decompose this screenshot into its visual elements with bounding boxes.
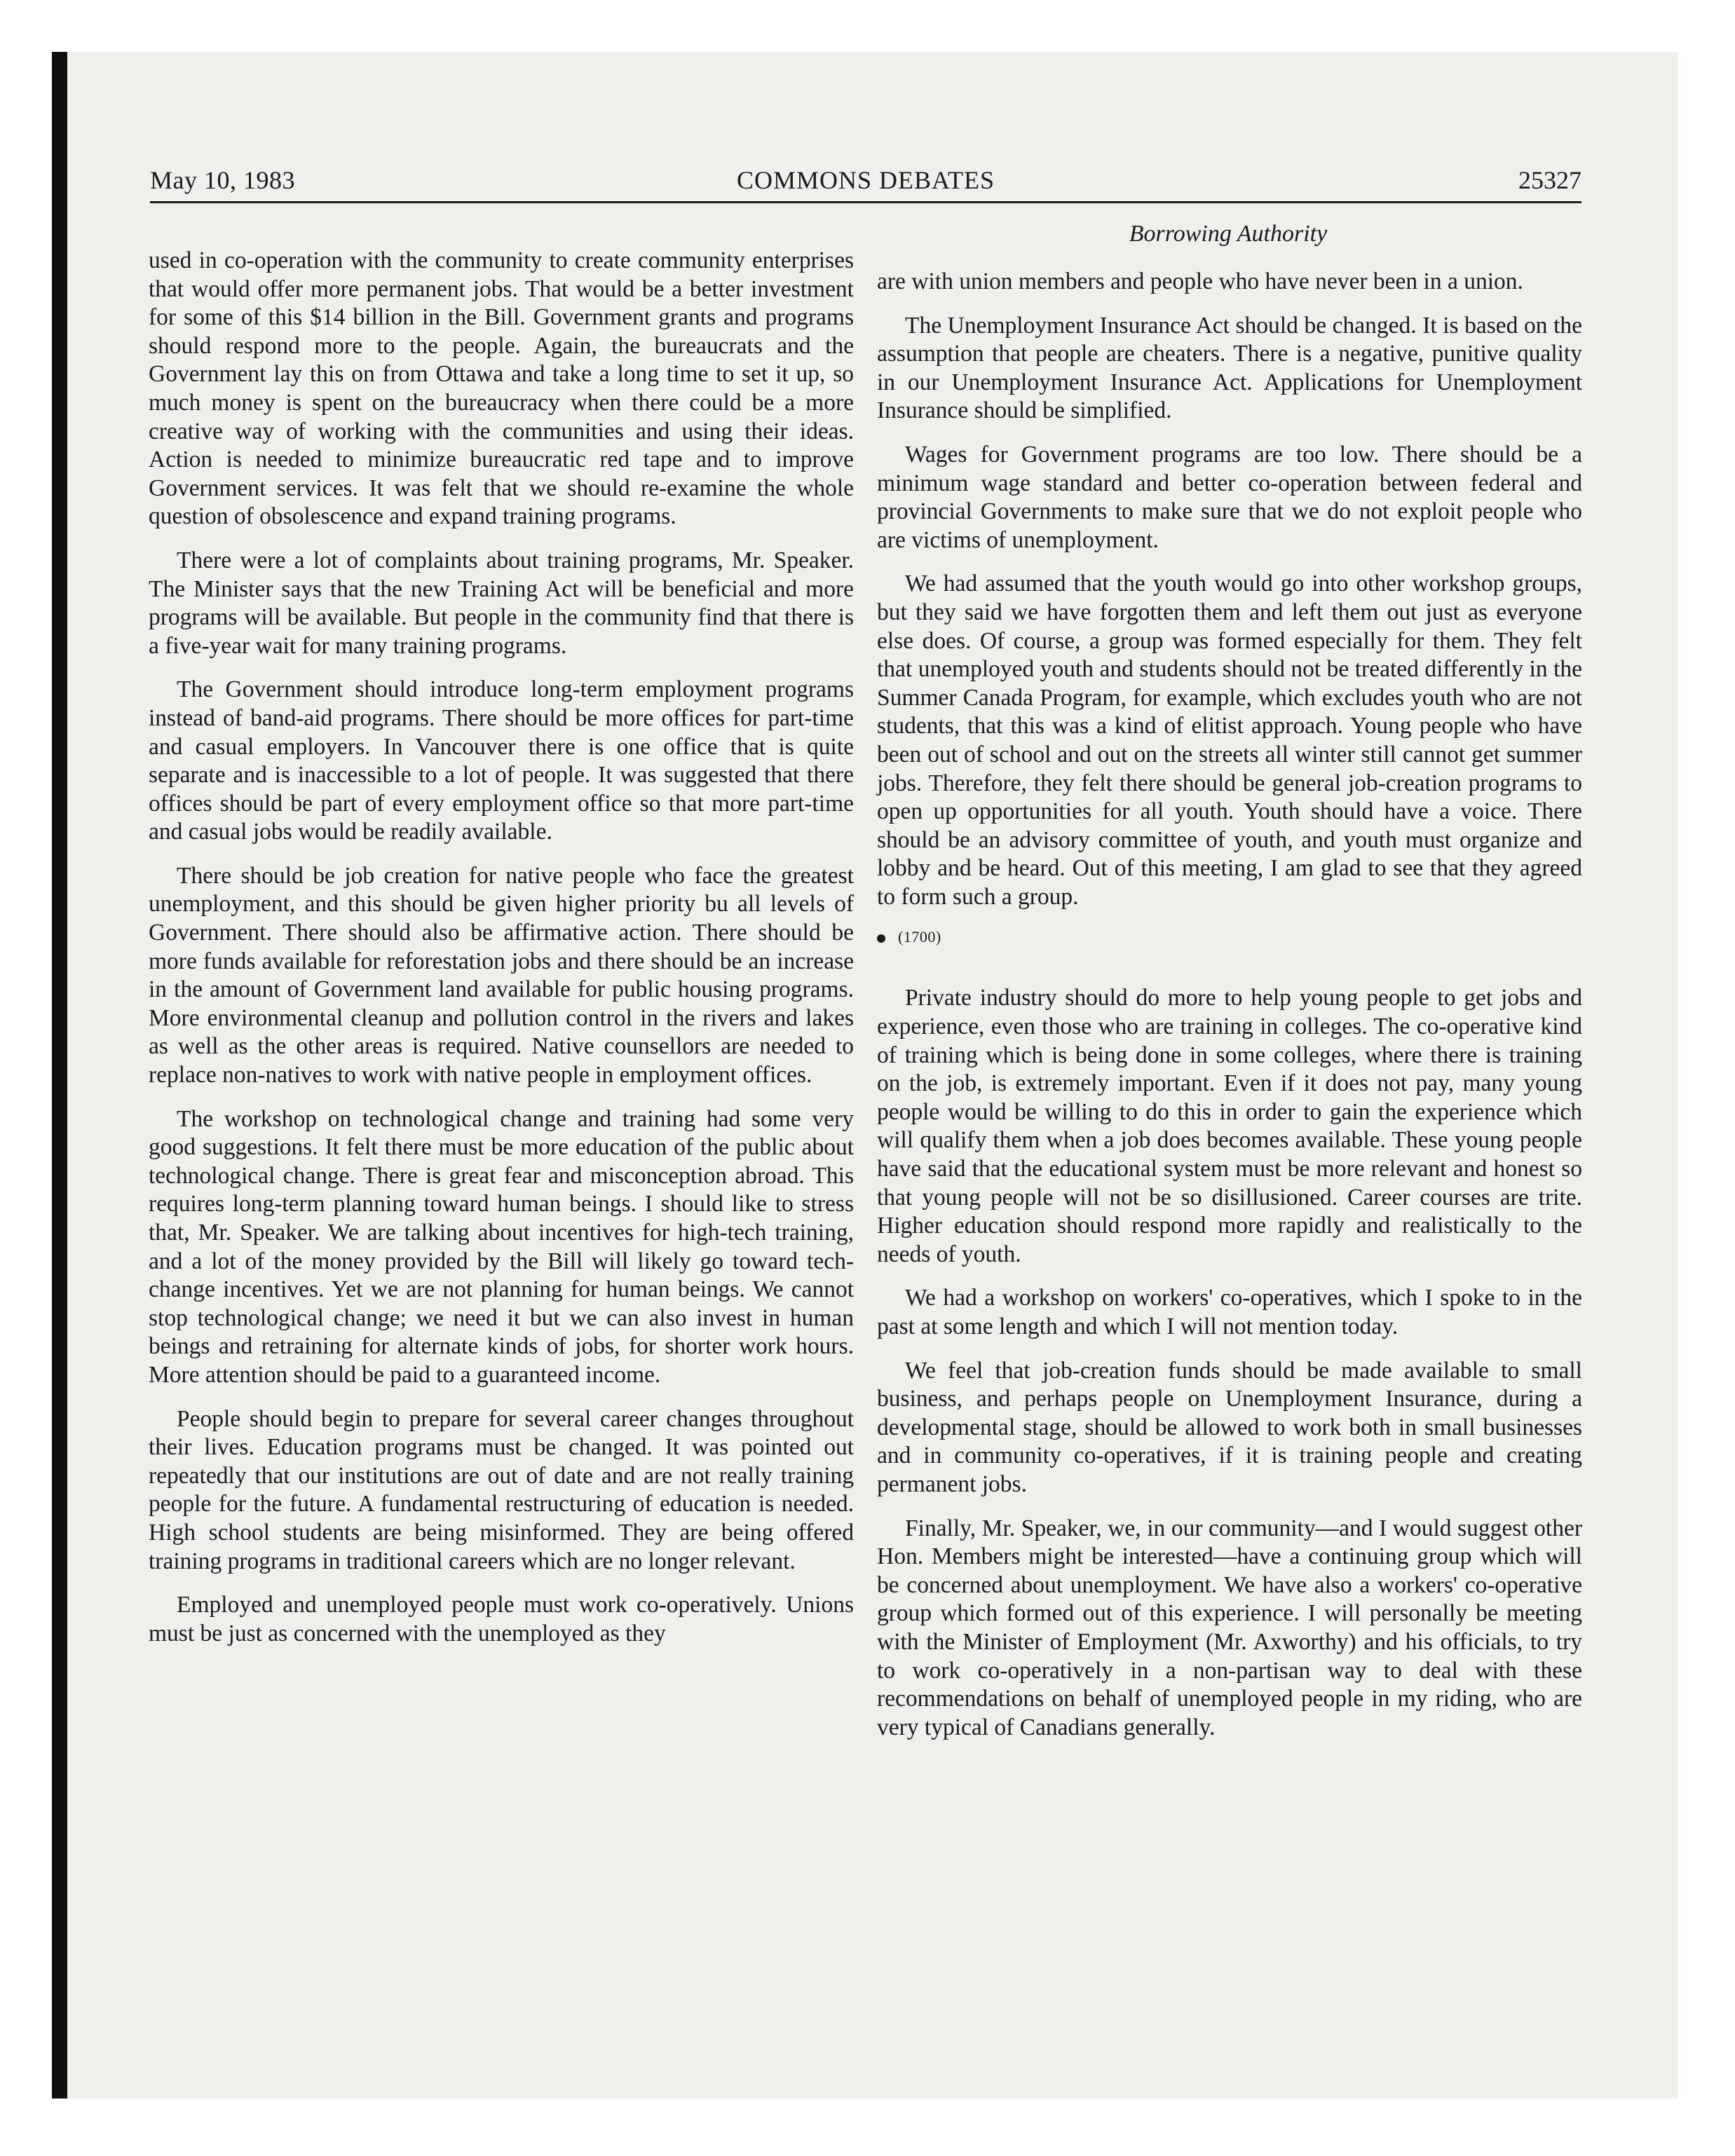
right-column bbox=[877, 268, 1582, 1757]
running-head bbox=[150, 165, 1581, 205]
paragraph: There were a lot of complaints about training programs, Mr. Speaker. The Minister says that the new Training Act will be beneficial and more programs will be available. But people in the community find that there is a five-year wait for many training programs. bbox=[149, 547, 854, 659]
paragraph: We had a workshop on workers' co-operatives, which I spoke to in the past at some length and which I will not mention today. bbox=[877, 1285, 1582, 1339]
section-heading: Borrowing Authority bbox=[1129, 221, 1328, 247]
header-rule bbox=[150, 201, 1581, 203]
paragraph: Private industry should do more to help young people to get jobs and experience, even those who are training in colleges. The co-operative kind of training which is being done in some colleges, where there is training on the job, is extremely important. Even if it does not pay, many young people would be willing to do this in order to gain the experience which will qualify them when a job does becomes available. These young people have said that the educational system must be more relevant and honest so that young people will not be so disillusioned. Career courses are trite. Higher education should respond more rapidly and realistically to the needs of youth. bbox=[877, 985, 1582, 1267]
header-date: May 10, 1983 bbox=[150, 166, 295, 194]
paragraph: There should be job creation for native people who face the greatest unemployment, and this should be given higher priority bu all levels of Government. There should also be affirmative action. There should be more funds available for reforestation jobs and there should be an increase in the amount of Government land available for public housing programs. More environmental cleanup and pollution control in the rivers and lakes as well as the other areas is required. Native counsellors are needed to replace non-natives to work with native people in employment offices. bbox=[149, 862, 854, 1089]
header-publication: COMMONS DEBATES bbox=[736, 166, 995, 194]
paragraph: Wages for Government programs are too low. There should be a minimum wage standard and better co-operation between federal and provincial Governments to make sure that we do not exploit people who are victims of unemployment. bbox=[877, 441, 1582, 553]
time-marker bbox=[877, 927, 1582, 948]
paragraph: The Unemployment Insurance Act should be changed. It is based on the assumption that people are cheaters. There is a negative, punitive quality in our Unemployment Insurance Act. Applications for Unemployment Insurance should be simplified. bbox=[877, 312, 1582, 424]
paragraph: are with union members and people who have never been in a union. bbox=[877, 268, 1523, 294]
paragraph: Finally, Mr. Speaker, we, in our community—and I would suggest other Hon. Members might be interested—have a continuing group which will be concerned about unemployment. We have also a workers' co-operative group which formed out of this experience. I will personally be meeting with the Minister of Employment (Mr. Axworthy) and his officials, to try to work co-operatively in a non-partisan way to deal with these recommendations on behalf of unemployed people in my riding, who are very typical of Canadians generally. bbox=[877, 1515, 1582, 1740]
bullet-icon bbox=[877, 934, 885, 943]
paragraph: used in co-operation with the community to create community enterprises that would offer more permanent jobs. That would be a better investment for some of this $14 billion in the Bill. Government grants and programs should respond more to the people. Again, the bureaucrats and the Government lay this on from Ottawa and take a long time to set it up, so much money is spent on the bureaucracy when there could be a more creative way of working with the communities and using their ideas. Action is needed to minimize bureaucratic red tape and to improve Government services. It was felt that we should re-examine the whole question of obsolescence and expand training programs. bbox=[149, 247, 854, 530]
binding-edge bbox=[52, 52, 67, 2099]
time-marker-label: (1700) bbox=[898, 928, 941, 946]
paragraph: The workshop on technological change and training had some very good suggestions. It felt there must be more education of the public about technological change. There is great fear and misconception abroad. This requires long-term planning toward human beings. I should like to stress that, Mr. Speaker. We are talking about incentives for high-tech training, and a lot of the money provided by the Bill will likely go toward tech-change incentives. Yet we are not planning for human beings. We cannot stop technological change; we need it but we can also invest in human beings and retraining for alternate kinds of jobs, for shorter work hours. More attention should be paid to a guaranteed income. bbox=[149, 1105, 854, 1388]
paragraph: We had assumed that the youth would go into other workshop groups, but they said we have forgotten them and left them out just as everyone else does. Of course, a group was formed especially for them. They felt that unemployed youth and students should not be treated differently in the Summer Canada Program, for example, which excludes youth who are not students, that this was a kind of elitist approach. Young people who have been out of school and out on the streets all winter still cannot get summer jobs. Therefore, they felt there should be general job-creation programs to open up opportunities for all youth. Youth should have a voice. There should be an advisory committee of youth, and youth must organize and lobby and be heard. Out of this meeting, I am glad to see that they agreed to form such a group. bbox=[877, 571, 1582, 910]
paragraph: People should begin to prepare for several career changes throughout their lives. Education programs must be changed. It was pointed out repeatedly that our institutions are out of date and are not really training people for the future. A fundamental restructuring of education is needed. High school students are being misinformed. They are being offered training programs in traditional careers which are no longer relevant. bbox=[149, 1405, 854, 1574]
paragraph: We feel that job-creation funds should be made available to small business, and perhaps people on Unemployment Insurance, during a developmental stage, should be allowed to work both in small businesses and in community co-operatives, if it is training people and creating permanent jobs. bbox=[877, 1357, 1582, 1497]
header-page-number: 25327 bbox=[1518, 166, 1581, 194]
paragraph: Employed and unemployed people must work co-operatively. Unions must be just as concerned with the unemployed as they bbox=[149, 1592, 854, 1646]
left-column bbox=[149, 247, 854, 1663]
paragraph: The Government should introduce long-term employment programs instead of band-aid programs. There should be more offices for part-time and casual employers. In Vancouver there is one office that is quite separate and is inaccessible to a lot of people. It was suggested that there offices should be part of every employment office so that more part-time and casual jobs would be readily available. bbox=[149, 676, 854, 845]
